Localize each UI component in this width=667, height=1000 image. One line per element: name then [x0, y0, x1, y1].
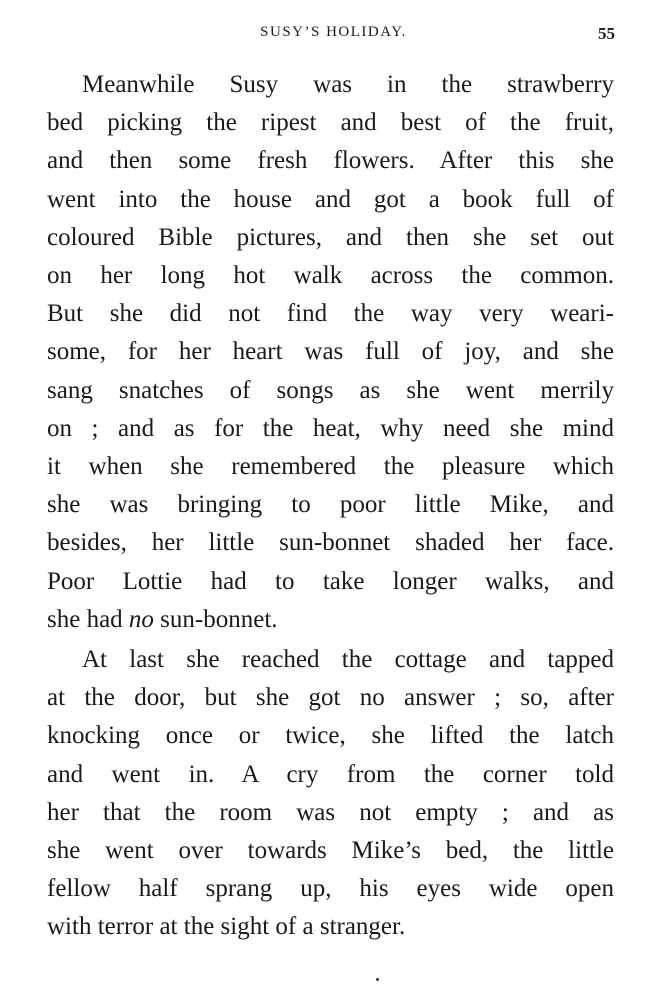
text-line: [47, 448, 614, 486]
text-line: [47, 641, 614, 679]
text-fragment: knocking once or twice, she lifted the latch: [47, 722, 614, 750]
text-line: [47, 756, 614, 794]
text-line: [47, 181, 614, 219]
text-fragment: and went in. A cry from the corner told: [47, 760, 614, 788]
text-line: [47, 219, 614, 257]
body-text: [47, 66, 614, 947]
text-fragment: on ; and as for the heat, why need she mind: [47, 414, 614, 442]
text-fragment: she went over towards Mike’s bed, the little: [47, 837, 614, 865]
text-line: [47, 870, 614, 908]
text-fragment: she was bringing to poor little Mike, and: [47, 491, 614, 519]
text-line: [47, 908, 614, 946]
text-fragment: At last she reached the cottage and tapped: [82, 646, 614, 674]
text-fragment: sun-bonnet.: [153, 605, 278, 633]
text-line: [47, 563, 614, 601]
text-line: [47, 832, 614, 870]
text-fragment: with terror at the sight of a stranger.: [47, 913, 406, 941]
page-number: 55: [598, 24, 615, 43]
text-line: [47, 486, 614, 524]
ink-speck: [376, 978, 379, 981]
text-fragment: at the door, but she got no answer ; so, after: [47, 684, 614, 712]
text-line: [47, 142, 614, 180]
text-fragment: Meanwhile Susy was in the strawberry: [82, 71, 614, 98]
text-fragment: some, for her heart was full of joy, and she: [47, 338, 614, 366]
text-line: [47, 410, 614, 448]
text-fragment: her that the room was not empty ; and as: [47, 798, 614, 826]
text-line: [47, 257, 614, 295]
text-line: [47, 794, 614, 832]
text-fragment: went into the house and got a book full of: [47, 185, 614, 213]
text-fragment: bed picking the ripest and best of the fruit,: [47, 109, 614, 137]
text-line: [47, 524, 614, 562]
text-line: [47, 679, 614, 717]
text-fragment: besides, her little sun-bonnet shaded her face.: [47, 529, 614, 557]
text-fragment: coloured Bible pictures, and then she set out: [47, 223, 614, 251]
text-fragment: But she did not find the way very weari-: [47, 300, 614, 328]
text-fragment: it when she remembered the pleasure which: [47, 453, 614, 481]
text-fragment: sang snatches of songs as she went merrily: [47, 376, 614, 404]
text-line: [47, 295, 614, 333]
text-line: [47, 104, 614, 142]
text-line: [47, 333, 614, 371]
text-line: [47, 717, 614, 755]
running-title: SUSY’S HOLIDAY.: [260, 24, 407, 40]
text-fragment: she had: [47, 605, 129, 633]
text-fragment: and then some fresh flowers. After this she: [47, 147, 614, 175]
text-line: [47, 601, 614, 639]
text-line: [47, 66, 614, 104]
italic-text-fragment: no: [128, 605, 154, 633]
text-fragment: Poor Lottie had to take longer walks, and: [47, 567, 614, 595]
text-line: [47, 372, 614, 410]
text-fragment: on her long hot walk across the common.: [47, 262, 614, 290]
text-fragment: fellow half sprang up, his eyes wide open: [47, 875, 614, 903]
running-head: [0, 22, 667, 46]
